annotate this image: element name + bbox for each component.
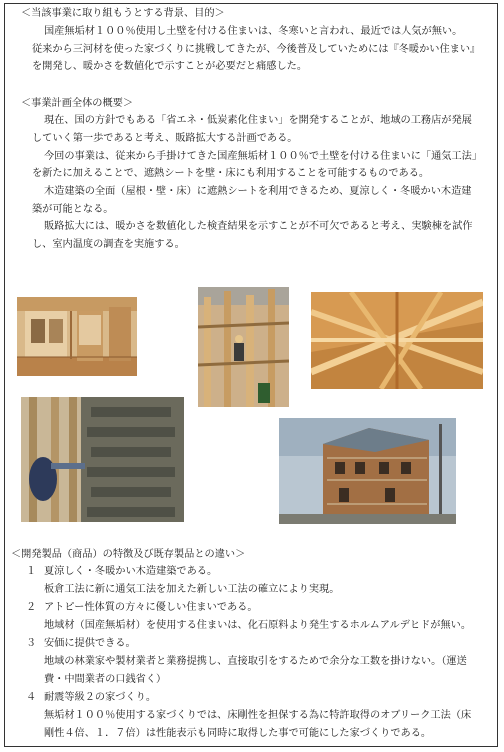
product-item-detail: 費・中間業者の口銭省く） [44,674,167,685]
background-heading: ＜当該事業に取り組もうとする背景、目的＞ [21,8,225,19]
experimental-building-exterior-photo [279,418,456,524]
product-item-detail: 板倉工法に新に通気工法を加えた新しい工法の確立により実現。 [44,584,340,595]
product-item-detail: 剛性４倍、１．７倍）は性能表示も同時に取得した事で可能にした家づくりである。 [44,728,432,739]
overview-line: 販路拡大には、暖かさを数値化した検査結果を示すことが不可欠であると考え、実験棟を試作 [44,221,473,232]
overview-line: 現在、国の方針でもある「省エネ・低炭素化住まい」を開発することが、地域の工務店が発展 [44,115,472,126]
roof-beam-framing-photo [311,292,483,389]
products-heading: ＜開発製品（商品）の特徴及び既存製品との違い＞ [11,549,246,560]
product-item-number: １ [26,566,37,577]
overview-line: し、室内温度の調査を実施する。 [32,239,185,250]
mud-wall-plastering-photo [21,397,184,522]
background-line: 国産無垢材１００％使用し土壁を付ける住まいは、冬寒いと言われ、最近では人気が無い。 [44,26,463,37]
product-item-number: ４ [26,692,37,703]
overview-line: を新たに加えることで、遮熱シートを壁・床にも利用することを可能するものである。 [32,168,430,179]
product-item-title: アトピー性体質の方々に優しい住まいである。 [44,602,258,613]
product-item-title: 安価に提供できる。 [44,638,136,649]
product-item-title: 夏涼しく・冬暖かい木造建築である。 [44,566,218,577]
product-item-detail: 地域の林業家や製材業者と業務提携し、直接取引をするためで余分な工数を掛けない。（運送 [44,656,467,667]
construction-wall-framing-photo [198,287,289,407]
overview-line: 木造建築の全面（屋根・壁・床）に遮熱シートを利用できるため、夏涼しく・冬暖かい木造建 [44,186,472,197]
product-item-detail: 無垢材１００％使用する家づくりでは、床剛性を担保する為に特許取得のオブリーク工法（床 [44,710,472,721]
overview-line: していく第一歩であると考え、販路拡大する計画である。 [32,133,298,144]
interior-wood-room-photo [17,297,137,376]
overview-line: 築が可能となる。 [32,204,114,215]
background-line: 従来から三河材を使った家づくりに挑戦してきたが、今後普及していためには『冬暖かい住まい』 [32,44,481,55]
overview-line: 今回の事業は、従来から手掛けてきた国産無垢材１００％で土壁を付ける住まいに「通気工法」 [44,151,483,162]
product-item-title: 耐震等級２の家づくり。 [44,692,157,703]
background-line: を開発し、暖かさを数値化で示すことが必要だと痛感した。 [32,61,308,72]
overview-heading: ＜事業計画全体の概要＞ [21,98,134,109]
product-item-number: ３ [26,638,37,649]
product-item-detail: 地域材（国産無垢材）を使用する住まいは、化石原料より発生するホルムアルデヒドが無い。 [44,620,472,631]
product-item-number: ２ [26,602,37,613]
